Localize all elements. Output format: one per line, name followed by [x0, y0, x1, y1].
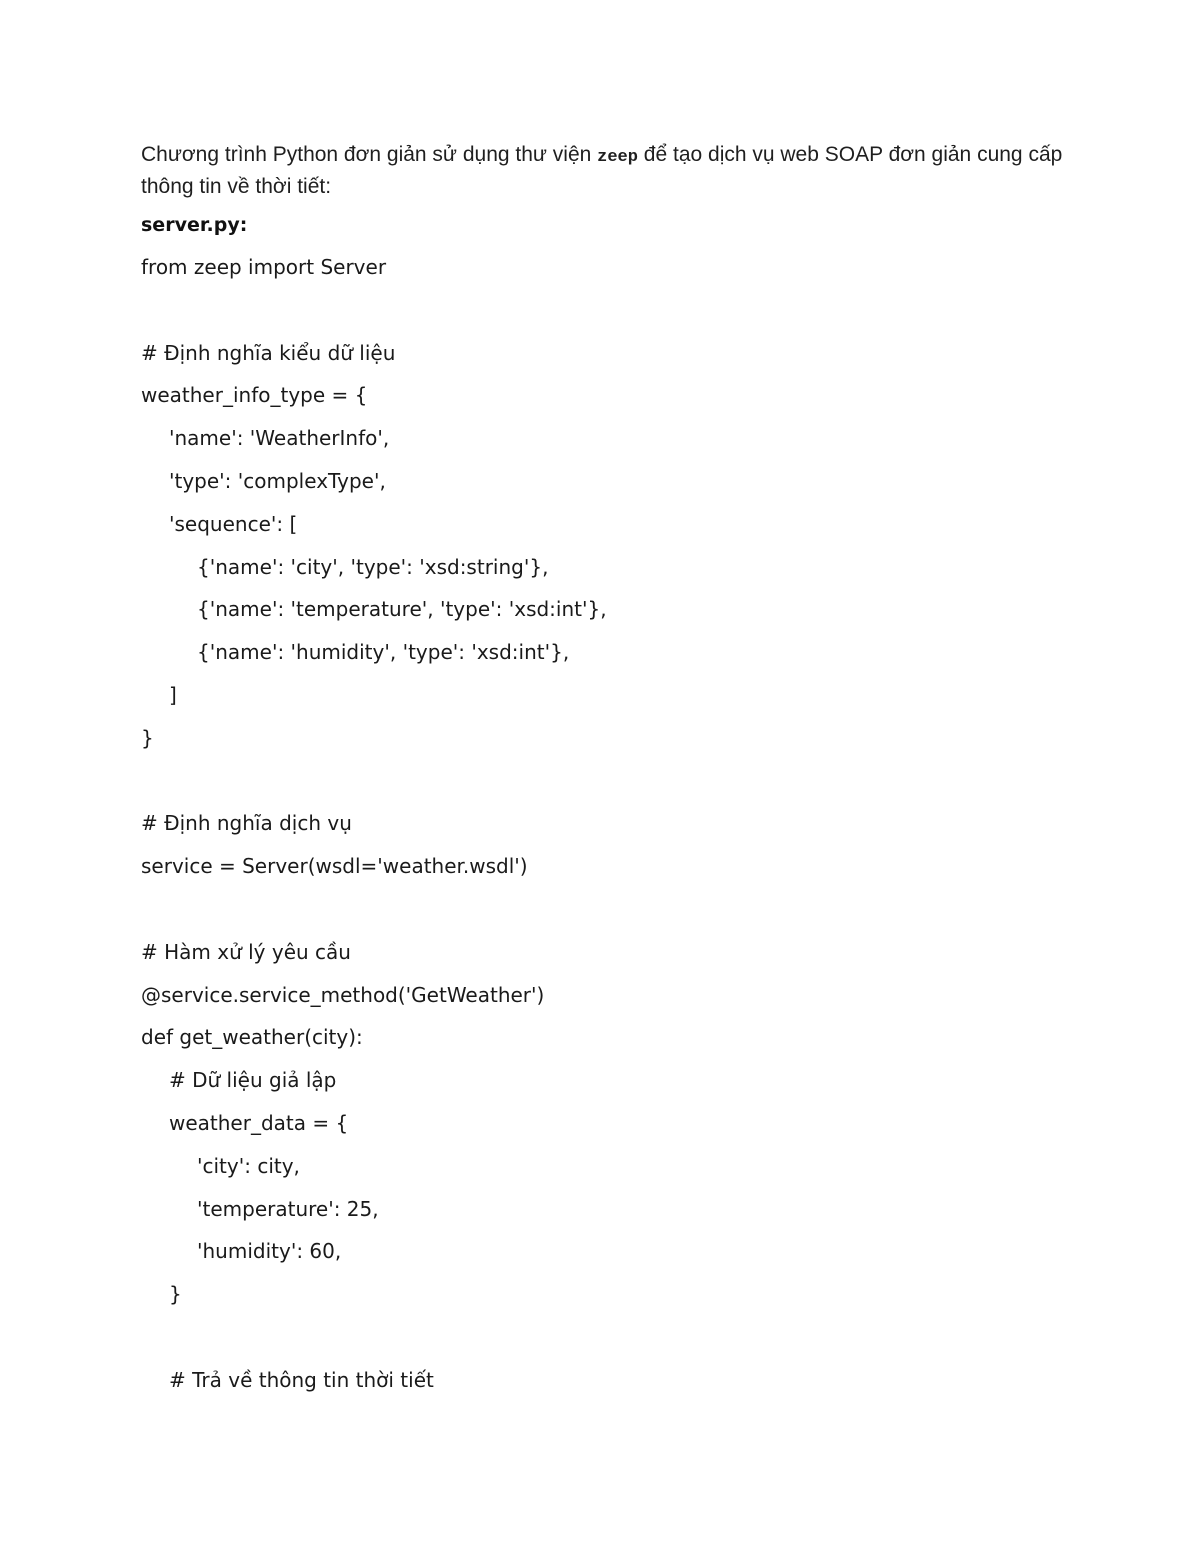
code-comment: # Trả về thông tin thời tiết	[169, 1367, 434, 1392]
code-line: 'sequence': [	[169, 511, 298, 536]
code-comment: # Định nghĩa kiểu dữ liệu	[141, 340, 396, 365]
code-line: service = Server(wsdl='weather.wsdl')	[141, 854, 528, 879]
code-line: from zeep import Server	[141, 255, 387, 279]
intro-library-name: zeep	[597, 148, 638, 167]
code-line: 'name': 'WeatherInfo',	[169, 426, 390, 451]
code-blank-line	[141, 295, 1101, 338]
intro-text-before: Chương trình Python đơn giản sử dụng thư viện	[141, 143, 598, 166]
intro-text-after: để tạo dịch vụ web SOAP đơn giản cung cấp thông tin về thời tiết:	[141, 143, 1063, 198]
code-block	[141, 252, 1101, 1408]
code-line: @service.service_method('GetWeather')	[141, 982, 545, 1007]
code-comment: # Hàm xử lý yêu cầu	[141, 939, 351, 964]
code-line: def get_weather(city):	[141, 1025, 363, 1050]
code-line: 'city': city,	[197, 1153, 300, 1178]
intro-paragraph	[141, 140, 1081, 201]
code-line: weather_data = {	[169, 1110, 349, 1135]
code-line: }	[141, 725, 154, 750]
code-line: {'name': 'city', 'type': 'xsd:string'},	[197, 554, 549, 579]
code-line: 'temperature': 25,	[197, 1196, 379, 1221]
code-line: {'name': 'temperature', 'type': 'xsd:int'},	[197, 597, 607, 622]
code-comment: # Định nghĩa dịch vụ	[141, 811, 352, 836]
code-line: {'name': 'humidity', 'type': 'xsd:int'},	[197, 640, 570, 665]
code-line: 'type': 'complexType',	[169, 468, 386, 493]
code-blank-line	[141, 894, 1101, 937]
code-line: 'humidity': 60,	[197, 1239, 342, 1264]
code-line: ]	[169, 682, 177, 707]
file-name-heading: server.py:	[141, 214, 248, 236]
code-blank-line	[141, 766, 1101, 809]
code-line: weather_info_type = {	[141, 383, 368, 408]
code-blank-line	[141, 1322, 1101, 1365]
code-line: }	[169, 1282, 182, 1307]
code-comment: # Dữ liệu giả lập	[169, 1068, 337, 1093]
